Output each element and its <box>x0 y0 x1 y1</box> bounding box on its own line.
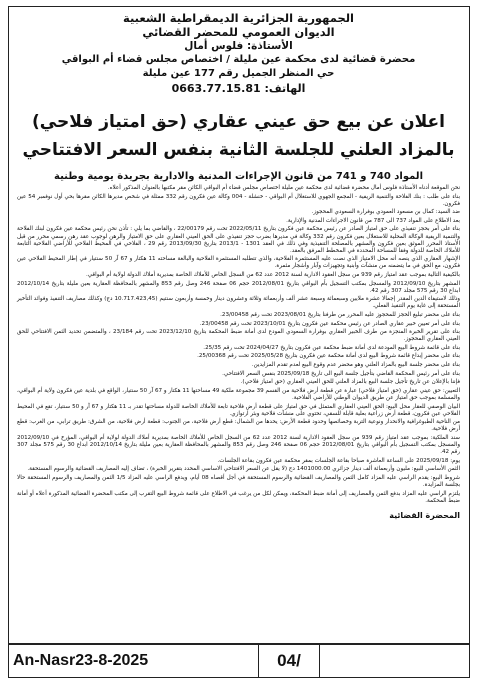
body-paragraph: بناء على محضر جلسة البيع بالمزاد العلني وهو محضر عدم وقوع البيع لعدم تقدم المزايدين. <box>251 362 460 369</box>
body-paragraph: ضد السيد: كمال بن مسعود العمودي بوفرارة السعودي المحجوز. <box>311 209 460 216</box>
legal-reference: المواد 740 و 741 من قانون الإجراءات المدنية والادارية بجريدة يومية وطنية <box>54 171 423 182</box>
announcement-body <box>17 185 460 505</box>
body-paragraph: وذلك لاستيفاء الدين المقدر إجمالا عشرة ملايين وسبعمائة وسبعة عشر ألف وأربعمائة وثلاثة وعشرون دينار وخمسة وأربعون سنتيم (10.717.423,45 دج) وكذلك مصاريف التنفيذ وفوائد التأخير المستحقة إلى غاية يوم التنفيذ الفعلي. <box>17 296 460 310</box>
newspaper-clipping <box>8 6 470 680</box>
body-paragraph: بناء على أمر بحجز تنفيذي على حق امتياز الصادر عن رئيس محكمة عين فكرون بتاريخ 2022/05/11 تحت رقم 22/00179 ، والقاضي بما يلي : تأذن نحن رئيس محكمة عين فكرون لبنك الفلاحة والتنمية الريفية الوكالة المحلية للاستغلال بعين فكرون رقم 332 وكالة في مديرها بضرب حجز تنفيذي على الحق العيني العقاري على حق الامتياز والرهن لوجوب عقد رهن رسمي محرر من قبل الأستاذ المحرر الموثق بعين فكرون والمشهر بالمصلحة التنفيذية وفي ذلك في العقد 1301 - 2013/1 بتاريخ 2013/09/30 رقم 29 ، الفلاحي في المحيط الفلاحي للأراضي الفلاحية التابعة للأملاك الخاصة للدولة وفقا للمساحة المحددة في المخطط المرفق بالعقد. <box>17 226 461 254</box>
body-paragraph: بناء على محضر إبداع قائمة شروط البيع لدى أمانة محكمة عين فكرون بتاريخ 2025/05/28 تحت رقم 25/00368. <box>197 353 460 360</box>
signature-line: المحضرة القضائية <box>389 510 460 520</box>
body-paragraph: المشهر بتاريخ 2012/09/10 والمسجل بمكتب التسجيل بأم البواقي بتاريخ 2012/08/01 حجم 06 صفحة 246 وصل رقم 853 والمشهر بالمحافظة العقارية بعين مليلة بتاريخ 2012/10/14 ابداع 30 رقم 575 مجلد 307 رقم 42. <box>17 280 460 294</box>
notice-header <box>17 11 460 96</box>
publication-footer <box>8 644 470 678</box>
body-paragraph: شروط البيع: يقدم الراسي عليه المزاد كامل الثمن والمصاريف القضائية والرسوم المستحقة في أجل أقصاه 08 أيام، ويدفع الراسي عليه المزاد 1/5 الثمن والمصاريف والرسوم المستحقة حالا بجلسة المزايدة. <box>17 474 460 488</box>
header-jurisdiction: محضرة قضائية لدى محكمة عين مليلة / اختصاص مجلس قضاء أم البواقي <box>61 54 416 65</box>
page-number: 04/ <box>259 645 320 677</box>
body-paragraph: بناء على محضر تبليغ الحجز للمحجوز عليه المحرر من طرفنا بتاريخ 2023/08/01 تحت رقم 23/00458. <box>220 312 460 318</box>
body-paragraph: يوم: 2025/09/18 على الساعة العاشرة صباحا بقاعة الجلسات بمقر محكمة عين فكرون بقاعة الجلسات. <box>217 457 460 464</box>
header-phone: الهاتف: 0663.77.15.81 <box>171 82 306 95</box>
body-paragraph: يلتزم الراسي عليه المزاد بدفع الثمن والمصاريف إلى أمانة ضبط المحكمة، ويمكن لكل من يرغب في الاطلاع على قائمة شروط البيع التقرب إلى مكتب المحضرة القضائية المذكورة أعلاه أو أمانة ضبط المحكمة. <box>17 490 460 504</box>
header-address: حي المنظر الجميل رقم 177 عين مليلة <box>142 68 335 79</box>
publication-code: An-Nasr23-8-2025 <box>9 645 259 677</box>
header-bailiff-name: الأستاذة: فلوس أمال <box>184 40 293 52</box>
body-paragraph: بناء على قائمة شروط البيع المودعة لدى أمانة ضبط محكمة عين فكرون بتاريخ 2024/04/27 تحت رقم 25/35. <box>203 344 460 351</box>
body-paragraph: بناء على طلب : بنك الفلاحة والتنمية الريفية - المجمع الجهوي للاستغلال أم البواقي - خنشلة - 004 وكالة عين فكرون رقم 332 ممثلة في شخص مديرها الكائن مقرها بحي أول نوفمبر 54 عين فكرون. <box>17 193 461 207</box>
body-paragraph: بناء على أمر تعيين خبير عقاري الصادر عن رئيس محكمة عين فكرون بتاريخ 2023/10/01 تحت رقم 23/00458. <box>199 320 460 327</box>
announcement-frame <box>8 6 470 644</box>
body-paragraph: الإشهار العقاري الذي ينصه أنه محل الامتياز الذي نصت عليه المستثمرة الفلاحية، والذي تتطلبه المستثمرة الفلاحية والبالغة مساحته 11 هكتار و 67 آر 50 سنتيار في إطار المحيط الفلاحي عين فكرون، مع الحق في ما يتضمنه من منشآت وأبنية وتجهيزات وآبار وأشجار مثمرة. <box>17 256 461 270</box>
body-paragraph: بعد الاطلاع على المواد 737 الى 787 من قانون الاجراءات المدنية والإدارية. <box>286 217 460 224</box>
body-paragraph: نحن الموقعة أدناه الأستاذة فلوس أمال محضرة قضائية لدى محكمة عين مليلة اختصاص مجلس قضاء أم البواقي الكائن مقر مكتبها بالعنوان المذكور أعلاه. <box>107 185 460 191</box>
body-paragraph: الثمن الأساسي للبيع: مليون وأربعمائة ألف دينار جزائري 1401000.00 دج (لا يقل عن السعر الافتتاحي الاساسي المحدد بتقرير الخبرة) ، تضاف إليه المصاريف القضائية والرسوم المستحقة. <box>27 466 460 473</box>
announcement-title: اعلان عن بيع حق عيني عقاري (حق امتياز فلاحي) بالمزاد العلني للجلسة الثانية بنفس السعر الافتتاحي <box>22 112 455 160</box>
body-paragraph: بناء على تقرير الخبرة المنجزة من طرف الخبير العقاري بوفرارة السعودي المودع لدى أمانة ضبط المحكمة بتاريخ 2023/12/10 تحت رقم 23/184 ، والمتضمن تحديد الثمن الافتتاحي للحق العيني العقاري المحجوز. <box>17 329 460 343</box>
body-paragraph: بالكيفية التالية بموجب عقد امتياز رقم 939 من سجل العقود الادارية لسنة 2012 عدد 62 من السجل الخاص للأملاك الخاصة بمديرية أملاك الدولة لولاية أم البواقي. <box>85 272 460 279</box>
body-paragraph: التعيين: حق عيني عقاري (حق امتياز فلاحي) عبارة عن قطعة أرض فلاحية من القسم 39 مجموعة ملكية 49 مساحتها 11 هكتار و 67 آر 50 سنتيار، الواقع في بلدية عين فكرون ولاية أم البواقي، والمسلمة بموجب حق امتياز عن طريق الديوان الوطني للأراضي الفلاحية. <box>17 387 461 401</box>
body-paragraph: فإننا بالإعلان عن تاريخ تأجيل جلسة البيع بالمزاد العلني للحق العيني العقاري (حق امتياز فلاحي). <box>240 379 460 386</box>
header-office: الديوان العمومي للمحضر القضائي <box>142 25 335 39</box>
body-paragraph: البيان الوصفي للعقار محل البيع: الحق العيني العقاري المتمثل في حق امتياز على قطعة أرض فلاحية تابعة للأملاك الخاصة للدولة مساحتها تقدر بـ 11 هكتار و 67 آر و 50 سنتيار، تقع في المحيط الفلاحي عين فكرون، قطعة أرض زراعية بعلية قابلة للسقي، تحتوي على منشآت فلاحية وبئر ارتوازي. <box>17 403 461 417</box>
body-paragraph: سند الملكية: بموجب عقد امتياز رقم 939 من سجل العقود الادارية لسنة 2012 عدد 62 من السجل الخاص للأملاك الخاصة بمديرية أملاك الدولة لولاية أم البواقي، المؤرخ في 2012/09/10 والمسجل بمكتب التسجيل بأم البواقي بتاريخ 2012/08/01 حجم 06 صفحة 246 وصل رقم 853 والمشهر بالمحافظة العقارية بعين مليلة بتاريخ 2012/10/14 ابداع 30 رقم 575 مجلد 307 رقم 42. <box>17 434 461 456</box>
body-paragraph: من الناحية الطبوغرافية والانحدار ونوعية التربة وخصائصها وحدود قطعة الأرض: يحدها من الشمال: قطع أرض فلاحية، من الجنوب: قطعة أرض فلاحية، من الشرق: طريق ترابي، من الغرب: قطع أرض فلاحية. <box>17 419 460 433</box>
body-paragraph: بناء على أمر رئيس المحكمة القاضي بتأجيل جلسة البيع الى تاريخ 2025/09/18 بنفس السعر الافتتاحي. <box>222 370 460 377</box>
header-republic: الجمهورية الجزائرية الديمقراطية الشعبية <box>122 11 354 25</box>
